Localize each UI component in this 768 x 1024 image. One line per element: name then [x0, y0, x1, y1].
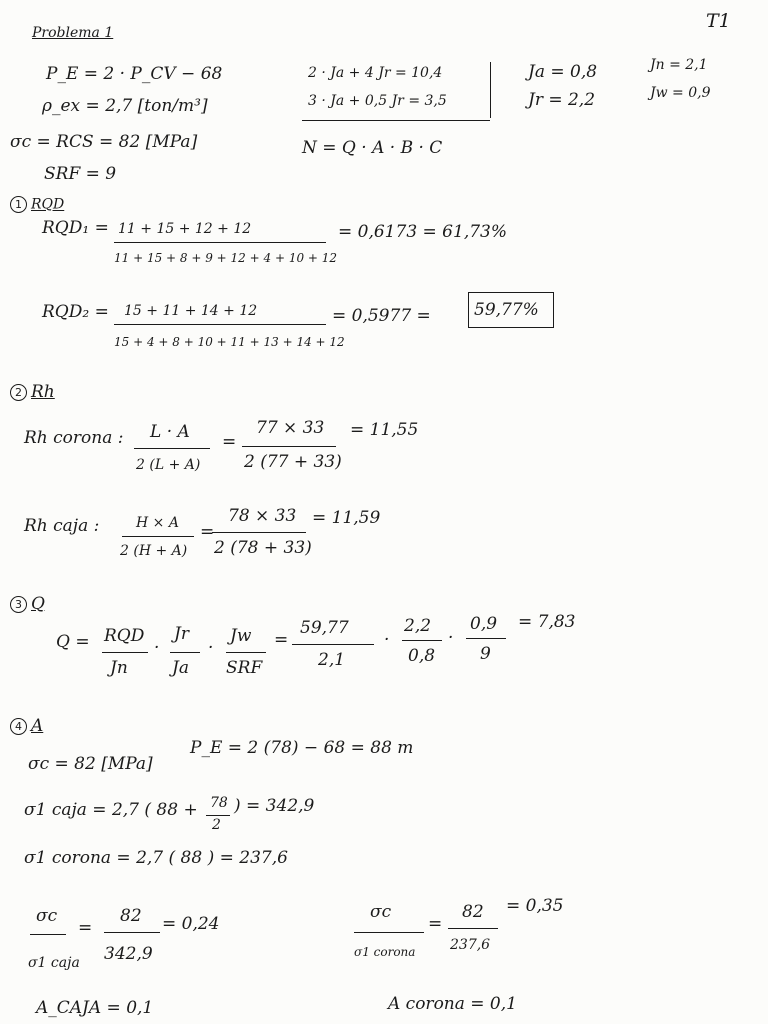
section-a-heading	[10, 718, 43, 735]
rqd2-answer: 59,77%	[474, 300, 539, 320]
rh-corona-numerator: L · A	[150, 422, 190, 442]
rh-corona-numerator-values: 77 × 33	[256, 418, 325, 438]
section-number-badge: 4	[10, 718, 27, 735]
section-rh-heading	[10, 384, 55, 401]
rh-corona-label: Rh corona :	[24, 428, 124, 448]
a-corona: A corona = 0,1	[388, 994, 517, 1014]
rh-caja-numerator: H × A	[136, 515, 179, 531]
ratio-caja-eq: =	[78, 918, 93, 938]
q-v2-den: 0,8	[408, 646, 436, 666]
rqd1-result: = 0,6173 = 61,73%	[338, 222, 508, 242]
ratio-corona-eq: =	[428, 914, 443, 934]
q-rqd-num: RQD	[104, 626, 145, 646]
given-rho: ρ_ex = 2,7 [ton/m³]	[42, 96, 208, 116]
q-jn-den: Jn	[110, 658, 128, 678]
ratio-caja-result: = 0,24	[162, 914, 220, 934]
section-number-badge: 3	[10, 596, 27, 613]
value-jw: Jw = 0,9	[650, 85, 711, 101]
q-dot-4: ·	[448, 628, 454, 648]
a-caja: A_CAJA = 0,1	[36, 998, 154, 1018]
rh-corona-eq: =	[222, 432, 237, 452]
ratio-caja-num: σc	[36, 906, 58, 926]
q-f1-bar	[102, 652, 148, 653]
section-number-badge: 2	[10, 384, 27, 401]
ratio-caja-num-value: 82	[120, 906, 142, 926]
s1-caja-left: σ1 caja = 2,7 ( 88 +	[24, 800, 198, 820]
rh-corona-denominator: 2 (L + A)	[136, 457, 201, 473]
ratio-corona-values-bar	[448, 928, 498, 929]
a-pe-calc: P_E = 2 (78) − 68 = 88 m	[190, 738, 414, 758]
q-result: = 7,83	[518, 612, 576, 632]
rh-corona-result: = 11,55	[350, 420, 419, 440]
rh-caja-denominator-values: 2 (78 + 33)	[214, 538, 312, 558]
q-dot-3: ·	[384, 630, 390, 650]
section-title: RQD	[31, 196, 65, 213]
s1-caja-frac-num: 78	[210, 795, 228, 811]
ratio-corona-den-value: 237,6	[450, 937, 491, 953]
given-pe: P_E = 2 · P_CV − 68	[46, 64, 223, 84]
q-jw-num: Jw	[230, 626, 252, 646]
rh-corona-values-bar	[242, 446, 336, 447]
section-rqd-heading	[10, 196, 64, 213]
rqd2-denominator: 15 + 4 + 8 + 10 + 11 + 13 + 14 + 12	[114, 335, 345, 349]
rqd2-numerator: 15 + 11 + 14 + 12	[124, 303, 258, 319]
q-v3-bar	[466, 638, 506, 639]
s1-caja-right: ) = 342,9	[234, 796, 315, 816]
rh-caja-label: Rh caja :	[24, 516, 100, 536]
value-jr: Jr = 2,2	[528, 90, 596, 110]
s1-caja-frac-den: 2	[212, 817, 221, 833]
ratio-corona-num: σc	[370, 902, 392, 922]
equation-1: 2 · Ja + 4 Jr = 10,4	[308, 65, 443, 81]
q-f3-bar	[226, 652, 266, 653]
q-srf-den: SRF	[226, 658, 263, 678]
ratio-corona-result: = 0,35	[506, 896, 564, 916]
system-underline	[302, 120, 490, 121]
section-number-badge: 1	[10, 196, 27, 213]
section-title: Q	[31, 594, 45, 614]
q-f2-bar	[170, 652, 200, 653]
problem-title: Problema 1	[32, 25, 114, 41]
q-v3-den: 9	[480, 644, 491, 664]
section-title: Rh	[31, 382, 55, 402]
q-v2-num: 2,2	[404, 616, 432, 636]
s1-corona: σ1 corona = 2,7 ( 88 ) = 237,6	[24, 848, 288, 868]
rh-corona-denominator-values: 2 (77 + 33)	[244, 452, 342, 472]
rqd1-fraction-bar	[114, 242, 326, 243]
rh-caja-result: = 11,59	[312, 508, 381, 528]
q-v1-den: 2,1	[318, 650, 346, 670]
rh-corona-fraction-bar	[134, 448, 210, 449]
section-title: A	[31, 716, 44, 736]
rh-caja-fraction-bar	[122, 536, 194, 537]
rqd1-label: RQD₁ =	[42, 218, 109, 238]
page-tag: T1	[706, 10, 731, 32]
ratio-corona-bar	[354, 932, 424, 933]
system-bar	[490, 62, 491, 118]
given-sigma-c: σc = RCS = 82 [MPa]	[10, 132, 198, 152]
q-dot-1: ·	[154, 638, 160, 658]
section-q-heading	[10, 596, 45, 613]
value-jn: Jn = 2,1	[650, 57, 708, 73]
rqd2-label: RQD₂ =	[42, 302, 109, 322]
ratio-corona-num-value: 82	[462, 902, 484, 922]
rh-caja-values-bar	[212, 532, 306, 533]
rqd2-result: = 0,5977 =	[332, 306, 431, 326]
q-v1-bar	[292, 644, 374, 645]
q-label: Q =	[56, 632, 90, 652]
q-jr-num: Jr	[174, 624, 189, 644]
q-eq: =	[274, 630, 289, 650]
ratio-corona-den: σ1 corona	[354, 945, 416, 959]
rh-caja-denominator: 2 (H + A)	[120, 543, 188, 559]
q-v3-num: 0,9	[470, 614, 498, 634]
q-v1-num: 59,77	[300, 618, 349, 638]
ratio-caja-den-value: 342,9	[104, 944, 153, 964]
q-v2-bar	[402, 640, 442, 641]
ratio-caja-bar	[30, 934, 66, 935]
q-dot-2: ·	[208, 638, 214, 658]
value-ja: Ja = 0,8	[528, 62, 598, 82]
equation-2: 3 · Ja + 0,5 Jr = 3,5	[308, 93, 447, 109]
rqd1-numerator: 11 + 15 + 12 + 12	[118, 221, 252, 237]
n-formula: N = Q · A · B · C	[302, 138, 443, 158]
rh-caja-numerator-values: 78 × 33	[228, 506, 297, 526]
rqd2-fraction-bar	[114, 324, 326, 325]
ratio-caja-den: σ1 caja	[28, 955, 80, 971]
given-srf: SRF = 9	[44, 164, 117, 184]
q-ja-den: Ja	[172, 658, 189, 678]
a-sigma-c: σc = 82 [MPa]	[28, 754, 153, 774]
ratio-caja-values-bar	[104, 932, 160, 933]
rqd1-denominator: 11 + 15 + 8 + 9 + 12 + 4 + 10 + 12	[114, 251, 338, 265]
s1-caja-frac-bar	[206, 815, 230, 816]
rh-caja-eq: =	[200, 522, 215, 542]
